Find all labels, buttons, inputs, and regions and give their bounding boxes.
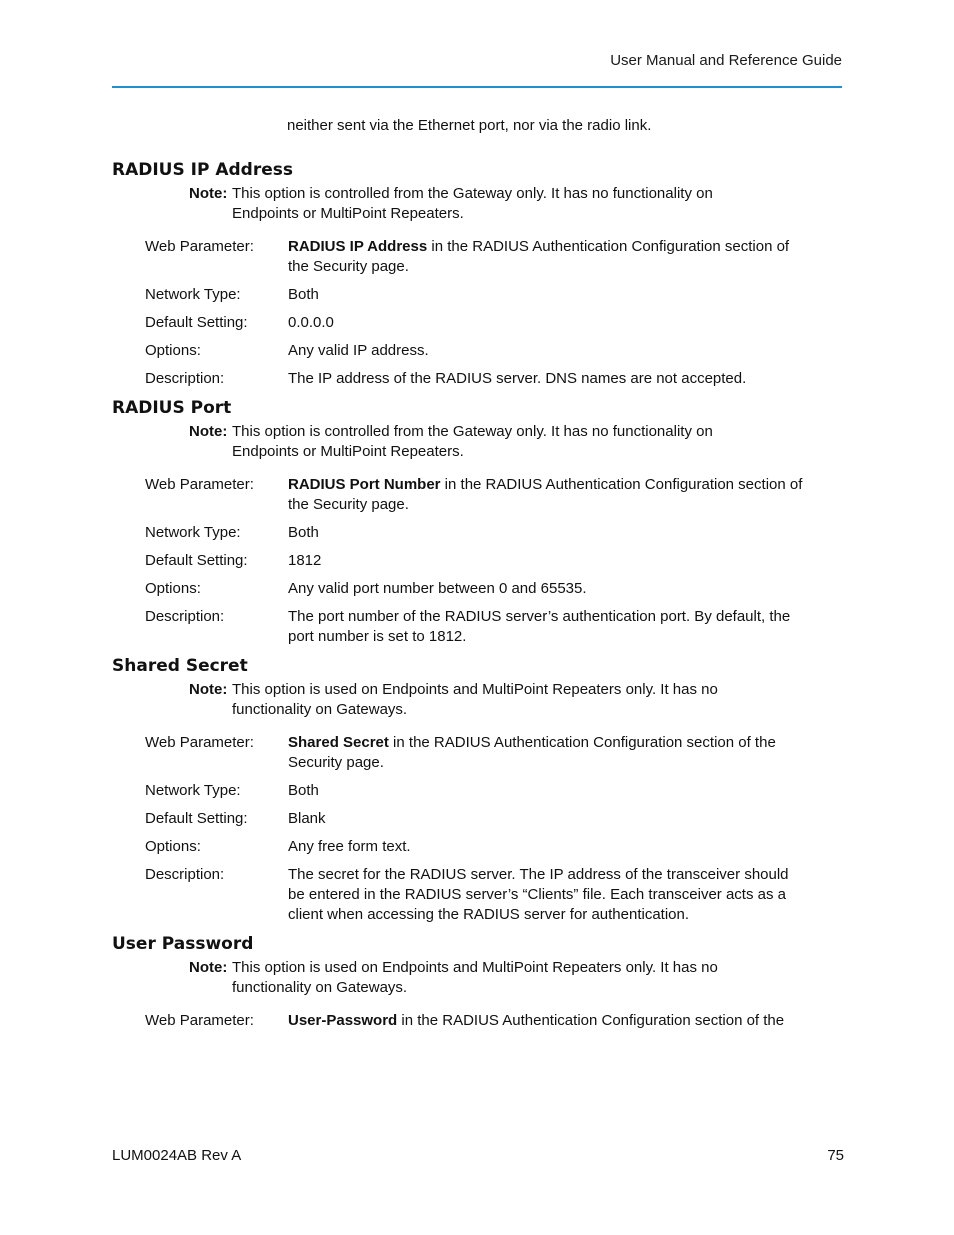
param-row: [112, 865, 842, 925]
param-bold: Shared Secret: [288, 734, 389, 751]
intro-paragraph: neither sent via the Ethernet port, nor via the radio link.: [287, 117, 652, 134]
parameter-table: [112, 475, 842, 647]
parameter-table: [112, 237, 842, 389]
param-label: Network Type:: [145, 286, 241, 303]
note: [189, 958, 752, 998]
param-label: Web Parameter:: [145, 238, 254, 255]
note-label: Note:: [189, 959, 228, 976]
footer-doc-id: LUM0024AB Rev A: [112, 1147, 242, 1164]
note: [189, 184, 752, 224]
param-value: [288, 1011, 808, 1031]
param-label: Web Parameter:: [145, 1012, 254, 1029]
note-text: This option is controlled from the Gateway only. It has no functionality on Endpoints or MultiPoint Repeaters.: [232, 423, 713, 460]
param-label: Options:: [145, 580, 201, 597]
param-row: [112, 523, 842, 543]
note-label: Note:: [189, 185, 228, 202]
param-value: Any valid IP address.: [288, 342, 429, 359]
param-row: [112, 551, 842, 571]
param-value: Both: [288, 524, 319, 541]
param-row: [112, 607, 842, 647]
param-row: [112, 369, 842, 389]
param-bold: RADIUS Port Number: [288, 476, 441, 493]
param-row: [112, 475, 842, 515]
note-text: This option is used on Endpoints and MultiPoint Repeaters only. It has no functionality on Gateways.: [232, 959, 718, 996]
param-row: [112, 285, 842, 305]
param-row: [112, 733, 842, 773]
param-value: Any free form text.: [288, 838, 411, 855]
param-value: Any valid port number between 0 and 65535.: [288, 580, 587, 597]
section-user-password: [112, 933, 842, 1031]
note-text: This option is controlled from the Gateway only. It has no functionality on Endpoints or MultiPoint Repeaters.: [232, 185, 713, 222]
param-label: Default Setting:: [145, 314, 248, 331]
note-label: Note:: [189, 423, 228, 440]
param-row: [112, 237, 842, 277]
param-label: Default Setting:: [145, 810, 248, 827]
section-heading: RADIUS IP Address: [112, 160, 293, 180]
param-label: Description:: [145, 608, 225, 625]
param-row: [112, 781, 842, 801]
section-heading: User Password: [112, 934, 254, 954]
section-shared-secret: [112, 655, 842, 925]
section-heading: RADIUS Port: [112, 398, 232, 418]
param-label: Network Type:: [145, 782, 241, 799]
note-label: Note:: [189, 681, 228, 698]
param-value: 0.0.0.0: [288, 314, 334, 331]
note-text: This option is used on Endpoints and MultiPoint Repeaters only. It has no functionality on Gateways.: [232, 681, 718, 718]
param-row: [112, 837, 842, 857]
param-label: Web Parameter:: [145, 734, 254, 751]
param-value: The secret for the RADIUS server. The IP address of the transceiver should be entered in the RADIUS server’s “Clients” file. Each transceiver acts as a client when accessing the RADIUS server for authentication.: [288, 866, 789, 923]
param-row: [112, 579, 842, 599]
param-label: Default Setting:: [145, 552, 248, 569]
note: [189, 680, 752, 720]
page-content: [112, 116, 842, 1039]
param-label: Description:: [145, 866, 225, 883]
note: [189, 422, 752, 462]
param-label: Options:: [145, 342, 201, 359]
footer-page-number: 75: [827, 1147, 844, 1164]
param-value: [288, 237, 808, 277]
param-value: [288, 733, 808, 773]
param-bold: User-Password: [288, 1012, 398, 1029]
param-text: in the RADIUS Authentication Configuration section of the Security page.: [288, 734, 776, 771]
param-text: in the RADIUS Authentication Configuration section of the Security page.: [288, 476, 803, 513]
param-row: [112, 809, 842, 829]
param-value: Both: [288, 286, 319, 303]
param-label: Network Type:: [145, 524, 241, 541]
param-label: Web Parameter:: [145, 476, 254, 493]
param-row: [112, 341, 842, 361]
parameter-table: [112, 733, 842, 925]
param-row: [112, 1011, 842, 1031]
param-bold: RADIUS IP Address: [288, 238, 428, 255]
param-row: [112, 313, 842, 333]
section-heading: Shared Secret: [112, 656, 248, 676]
param-value: Both: [288, 782, 319, 799]
running-header: User Manual and Reference Guide: [610, 52, 842, 69]
param-label: Options:: [145, 838, 201, 855]
param-value: 1812: [288, 552, 322, 569]
param-text: in the RADIUS Authentication Configuration section of the: [397, 1012, 785, 1029]
section-radius-port: [112, 397, 842, 647]
param-label: Description:: [145, 370, 225, 387]
section-radius-ip-address: [112, 159, 842, 389]
param-value: The IP address of the RADIUS server. DNS names are not accepted.: [288, 370, 747, 387]
header-rule: [112, 86, 842, 88]
param-value: Blank: [288, 810, 326, 827]
param-value: [288, 475, 808, 515]
param-text: in the RADIUS Authentication Configuration section of the Security page.: [288, 238, 790, 275]
parameter-table: [112, 1011, 842, 1031]
param-value: The port number of the RADIUS server’s authentication port. By default, the port number is set to 1812.: [288, 608, 791, 645]
